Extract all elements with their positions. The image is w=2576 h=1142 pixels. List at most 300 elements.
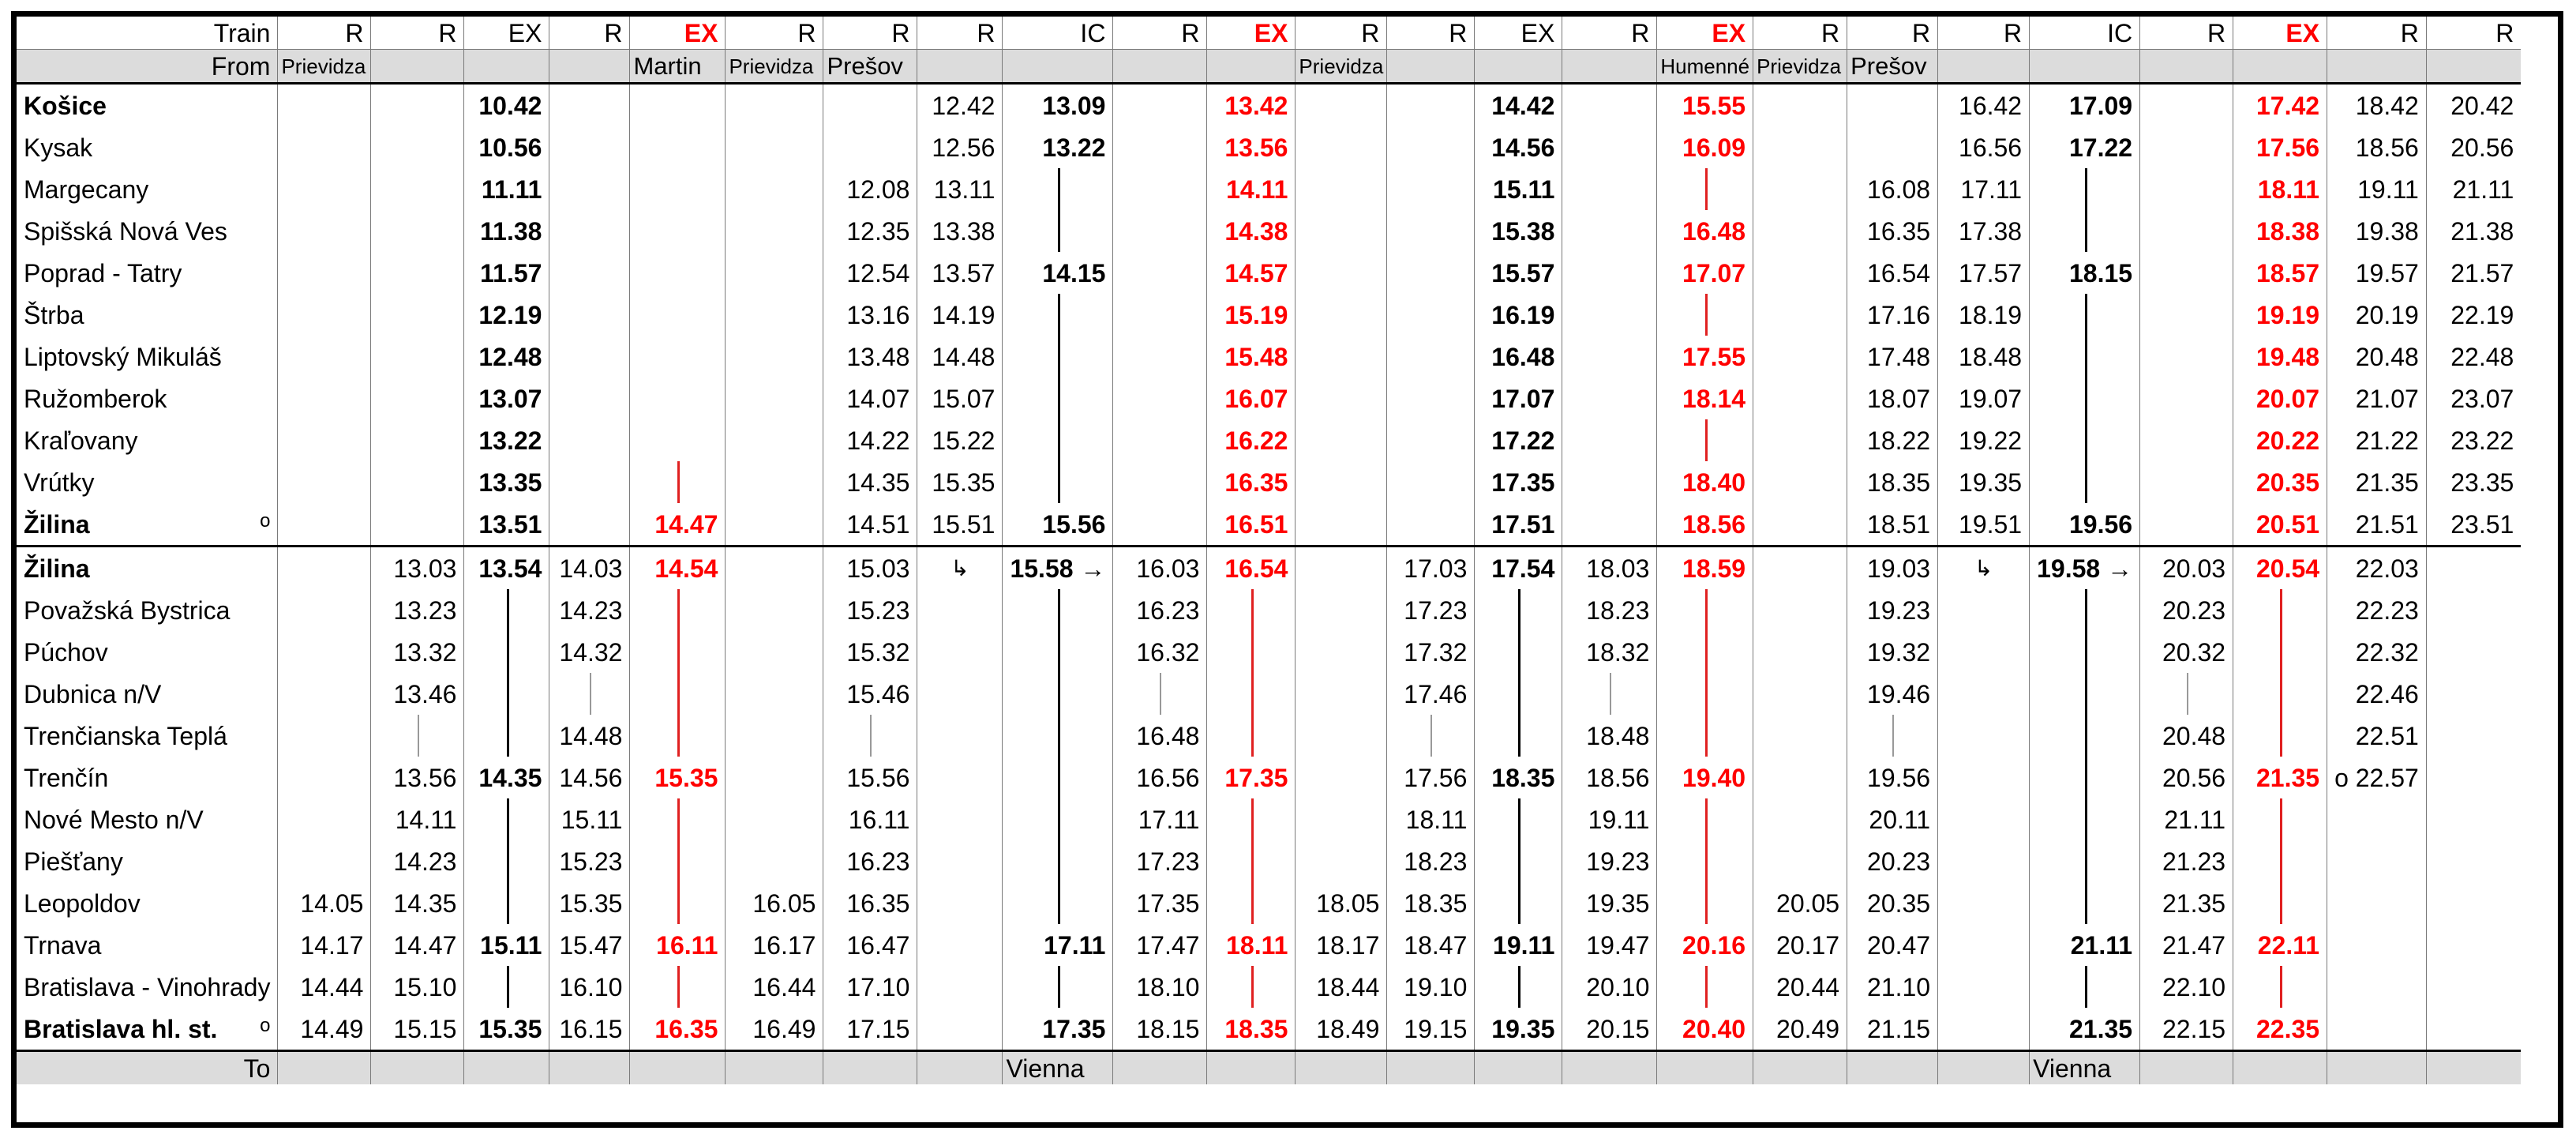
empty-cell bbox=[1113, 336, 1207, 378]
station-label: Spišská Nová Ves bbox=[24, 216, 227, 246]
empty-cell bbox=[630, 84, 726, 127]
empty-cell bbox=[1562, 252, 1657, 294]
departure-time: 19.19 bbox=[2233, 294, 2327, 336]
pass-through-bar bbox=[2280, 966, 2282, 1008]
pass-through-bar bbox=[2085, 840, 2087, 882]
departure-time: 14.44 bbox=[278, 966, 371, 1008]
empty-cell bbox=[726, 336, 823, 378]
departure-time: 19.40 bbox=[1657, 757, 1753, 798]
departure-time: 14.48 bbox=[549, 715, 630, 757]
pass-through-bar bbox=[1251, 673, 1254, 715]
departure-time: 13.51 bbox=[464, 503, 549, 547]
pass-through-line bbox=[1003, 589, 1113, 631]
departure-time: ↳ bbox=[1938, 547, 2030, 590]
empty-cell bbox=[1113, 461, 1207, 503]
empty-cell bbox=[726, 673, 823, 715]
empty-cell bbox=[1562, 126, 1657, 168]
empty-cell bbox=[917, 673, 1003, 715]
departure-time: 18.11 bbox=[2233, 168, 2327, 210]
train-type: R bbox=[1295, 17, 1387, 50]
departure-time: 15.11 bbox=[464, 924, 549, 966]
departure-time: 14.47 bbox=[630, 503, 726, 547]
departure-time: 19.46 bbox=[1847, 673, 1938, 715]
departure-time: 20.03 bbox=[2140, 547, 2233, 590]
departure-time: 20.35 bbox=[1847, 882, 1938, 924]
station-name bbox=[17, 168, 278, 210]
departure-time: 17.22 bbox=[1475, 419, 1562, 461]
pass-through-bar bbox=[1058, 673, 1060, 715]
departure-time: 20.16 bbox=[1657, 924, 1753, 966]
empty-cell bbox=[371, 336, 464, 378]
pass-through-line bbox=[1003, 966, 1113, 1008]
train-origin bbox=[1562, 50, 1657, 84]
station-name bbox=[17, 715, 278, 757]
empty-cell bbox=[2327, 840, 2427, 882]
departure-time: 17.47 bbox=[1113, 924, 1207, 966]
train-type: R bbox=[278, 17, 371, 50]
departure-time: 20.15 bbox=[1562, 1008, 1657, 1051]
train-destination bbox=[1113, 1051, 1207, 1085]
train-type: EX bbox=[2233, 17, 2327, 50]
pass-through-line bbox=[464, 840, 549, 882]
departure-time: 16.23 bbox=[823, 840, 917, 882]
train-destination bbox=[1387, 1051, 1475, 1085]
pass-through-bar bbox=[2085, 631, 2087, 673]
empty-cell bbox=[1938, 924, 2030, 966]
pass-through-line bbox=[630, 715, 726, 757]
departure-time: 16.11 bbox=[823, 798, 917, 840]
empty-cell bbox=[1387, 126, 1475, 168]
departure-time: 14.23 bbox=[371, 840, 464, 882]
pass-through-line bbox=[2030, 294, 2140, 336]
pass-through-line bbox=[2030, 840, 2140, 882]
departure-time: 21.51 bbox=[2327, 503, 2427, 547]
pass-through-bar bbox=[507, 673, 509, 715]
empty-cell bbox=[2426, 547, 2521, 590]
departure-time: 20.48 bbox=[2140, 715, 2233, 757]
departure-time: 15.35 bbox=[630, 757, 726, 798]
empty-cell bbox=[1113, 126, 1207, 168]
empty-cell bbox=[2140, 503, 2233, 547]
empty-cell bbox=[1753, 294, 1847, 336]
pass-through-line bbox=[1003, 798, 1113, 840]
pass-through-bar bbox=[2280, 882, 2282, 924]
departure-time: 19.35 bbox=[1475, 1008, 1562, 1051]
departure-time: 19.35 bbox=[1938, 461, 2030, 503]
empty-cell bbox=[278, 503, 371, 547]
pass-through-line bbox=[2233, 882, 2327, 924]
train-type: IC bbox=[1003, 17, 1113, 50]
departure-time: 22.23 bbox=[2327, 589, 2427, 631]
pass-through-bar bbox=[1058, 882, 1060, 924]
departure-time: 18.56 bbox=[2327, 126, 2427, 168]
departure-time: 14.35 bbox=[464, 757, 549, 798]
pass-through-line bbox=[1003, 673, 1113, 715]
train-destination bbox=[1207, 1051, 1295, 1085]
pass-through-line bbox=[2030, 631, 2140, 673]
empty-cell bbox=[2426, 798, 2521, 840]
empty-cell bbox=[1295, 840, 1387, 882]
pass-through-bar bbox=[2280, 631, 2282, 673]
departure-time: 17.16 bbox=[1847, 294, 1938, 336]
empty-cell bbox=[1562, 378, 1657, 419]
pass-through-bar bbox=[1058, 966, 1060, 1008]
departure-time: 22.51 bbox=[2327, 715, 2427, 757]
empty-cell bbox=[1387, 419, 1475, 461]
departure-time: 15.48 bbox=[1207, 336, 1295, 378]
departure-time: 21.35 bbox=[2030, 1008, 2140, 1051]
train-type: EX bbox=[1207, 17, 1295, 50]
pass-through-line bbox=[1475, 715, 1562, 757]
departure-time: 16.54 bbox=[1847, 252, 1938, 294]
empty-cell bbox=[630, 419, 726, 461]
pass-through-bar bbox=[418, 715, 419, 757]
pass-through-bar bbox=[1705, 589, 1708, 631]
departure-time: 23.07 bbox=[2426, 378, 2521, 419]
empty-cell bbox=[917, 840, 1003, 882]
train-origin bbox=[1113, 50, 1207, 84]
empty-cell bbox=[278, 589, 371, 631]
station-label: Trenčín bbox=[24, 763, 109, 792]
pass-through-line bbox=[1207, 673, 1295, 715]
empty-cell bbox=[1295, 798, 1387, 840]
empty-cell bbox=[726, 126, 823, 168]
empty-cell bbox=[726, 461, 823, 503]
departure-time: 13.56 bbox=[371, 757, 464, 798]
from-label: From bbox=[17, 50, 278, 84]
pass-through-bar bbox=[1518, 966, 1520, 1008]
departure-time: 15.56 bbox=[823, 757, 917, 798]
pass-through-bar bbox=[1058, 419, 1060, 461]
station-label: Leopoldov bbox=[24, 888, 141, 918]
departure-time: 19.03 bbox=[1847, 547, 1938, 590]
departure-time: 14.35 bbox=[823, 461, 917, 503]
pass-through-line bbox=[2030, 589, 2140, 631]
pass-through-line bbox=[1207, 798, 1295, 840]
empty-cell bbox=[549, 419, 630, 461]
departure-time: 10.42 bbox=[464, 84, 549, 127]
departure-time: 14.17 bbox=[278, 924, 371, 966]
departure-time: 20.47 bbox=[1847, 924, 1938, 966]
empty-cell bbox=[1387, 503, 1475, 547]
departure-time: 20.05 bbox=[1753, 882, 1847, 924]
departure-time: 17.32 bbox=[1387, 631, 1475, 673]
pass-through-bar bbox=[1251, 966, 1254, 1008]
train-origin: Prešov bbox=[1847, 50, 1938, 84]
pass-through-bar bbox=[1518, 673, 1520, 715]
pass-through-line bbox=[1657, 840, 1753, 882]
departure-time: 13.22 bbox=[464, 419, 549, 461]
pass-through-bar bbox=[1058, 336, 1060, 378]
station-label: Žilina bbox=[24, 509, 90, 539]
station-label: Trnava bbox=[24, 930, 102, 960]
pass-through-bar bbox=[677, 673, 680, 715]
departure-time: 20.49 bbox=[1753, 1008, 1847, 1051]
empty-cell bbox=[278, 210, 371, 252]
empty-cell bbox=[917, 1008, 1003, 1051]
departure-time: 13.48 bbox=[823, 336, 917, 378]
station-name bbox=[17, 547, 278, 590]
departure-time: 18.51 bbox=[1847, 503, 1938, 547]
empty-cell bbox=[2426, 924, 2521, 966]
pass-through-bar bbox=[1705, 294, 1708, 336]
pass-through-bar bbox=[677, 840, 680, 882]
station-label: Štrba bbox=[24, 300, 84, 329]
departure-time: 13.09 bbox=[1003, 84, 1113, 127]
departure-time: 12.42 bbox=[917, 84, 1003, 127]
pass-through-line bbox=[630, 840, 726, 882]
departure-time: 20.19 bbox=[2327, 294, 2427, 336]
empty-cell bbox=[1295, 84, 1387, 127]
pass-through-bar bbox=[1058, 378, 1060, 419]
departure-time: 19.23 bbox=[1847, 589, 1938, 631]
departure-time: 16.05 bbox=[726, 882, 823, 924]
timetable bbox=[17, 17, 2521, 1084]
train-type: R bbox=[1938, 17, 2030, 50]
empty-cell bbox=[278, 840, 371, 882]
departure-time: 21.11 bbox=[2140, 798, 2233, 840]
pass-through-line bbox=[1657, 882, 1753, 924]
pass-through-bar bbox=[1058, 210, 1060, 252]
empty-cell bbox=[726, 84, 823, 127]
empty-cell bbox=[2426, 673, 2521, 715]
train-origin bbox=[2426, 50, 2521, 84]
empty-cell bbox=[2140, 419, 2233, 461]
departure-time: 19.35 bbox=[1562, 882, 1657, 924]
departure-time: 18.17 bbox=[1295, 924, 1387, 966]
pass-through-line bbox=[2030, 419, 2140, 461]
pass-through-bar bbox=[2085, 419, 2087, 461]
departure-time: 21.35 bbox=[2140, 882, 2233, 924]
pass-through-line bbox=[630, 673, 726, 715]
train-type: R bbox=[2140, 17, 2233, 50]
empty-cell bbox=[1753, 798, 1847, 840]
departure-time: 14.07 bbox=[823, 378, 917, 419]
empty-cell bbox=[917, 631, 1003, 673]
empty-cell bbox=[371, 378, 464, 419]
empty-cell bbox=[278, 631, 371, 673]
departure-time: 17.07 bbox=[1475, 378, 1562, 419]
empty-cell bbox=[726, 589, 823, 631]
departure-time: 16.47 bbox=[823, 924, 917, 966]
empty-cell bbox=[278, 336, 371, 378]
departure-time: 16.15 bbox=[549, 1008, 630, 1051]
departure-time: 18.05 bbox=[1295, 882, 1387, 924]
train-type: R bbox=[1847, 17, 1938, 50]
pass-through-bar bbox=[2280, 715, 2282, 757]
empty-cell bbox=[549, 252, 630, 294]
empty-cell bbox=[2140, 461, 2233, 503]
train-origin bbox=[2327, 50, 2427, 84]
departure-time: 20.35 bbox=[2233, 461, 2327, 503]
departure-time: 18.57 bbox=[2233, 252, 2327, 294]
empty-cell bbox=[630, 294, 726, 336]
departure-time: 15.51 bbox=[917, 503, 1003, 547]
empty-cell bbox=[1938, 840, 2030, 882]
empty-cell bbox=[2140, 168, 2233, 210]
empty-cell bbox=[1387, 294, 1475, 336]
train-type: EX bbox=[464, 17, 549, 50]
empty-cell bbox=[630, 168, 726, 210]
departure-time: 13.11 bbox=[917, 168, 1003, 210]
departure-time: 16.03 bbox=[1113, 547, 1207, 590]
pass-through-line bbox=[1657, 589, 1753, 631]
pass-through-line bbox=[2030, 798, 2140, 840]
departure-time: 21.35 bbox=[2327, 461, 2427, 503]
empty-cell bbox=[1847, 126, 1938, 168]
pass-through-bar bbox=[2280, 840, 2282, 882]
empty-cell bbox=[278, 798, 371, 840]
pass-through-bar bbox=[1251, 589, 1254, 631]
departure-time: 17.51 bbox=[1475, 503, 1562, 547]
empty-cell bbox=[1113, 168, 1207, 210]
departure-time: 11.57 bbox=[464, 252, 549, 294]
departure-time: 15.10 bbox=[371, 966, 464, 1008]
empty-cell bbox=[2140, 252, 2233, 294]
empty-cell bbox=[1753, 126, 1847, 168]
pass-through-line bbox=[1003, 378, 1113, 419]
empty-cell bbox=[630, 210, 726, 252]
empty-cell bbox=[549, 84, 630, 127]
pass-through-line bbox=[2030, 966, 2140, 1008]
empty-cell bbox=[2140, 294, 2233, 336]
departure-time: 14.03 bbox=[549, 547, 630, 590]
departure-time: 13.56 bbox=[1207, 126, 1295, 168]
departure-time: 16.22 bbox=[1207, 419, 1295, 461]
departure-time: 16.48 bbox=[1475, 336, 1562, 378]
departure-time: 17.09 bbox=[2030, 84, 2140, 127]
departure-time: 12.56 bbox=[917, 126, 1003, 168]
departure-time: 15.35 bbox=[464, 1008, 549, 1051]
pass-through-line bbox=[464, 715, 549, 757]
departure-time: 13.16 bbox=[823, 294, 917, 336]
pass-through-line bbox=[1003, 461, 1113, 503]
empty-cell bbox=[278, 461, 371, 503]
pass-through-bar bbox=[2085, 798, 2087, 840]
station-name bbox=[17, 378, 278, 419]
departure-time: 17.38 bbox=[1938, 210, 2030, 252]
empty-cell bbox=[1938, 798, 2030, 840]
departure-time: 17.57 bbox=[1938, 252, 2030, 294]
train-type: EX bbox=[1475, 17, 1562, 50]
departure-time: 14.05 bbox=[278, 882, 371, 924]
departure-time: 16.54 bbox=[1207, 547, 1295, 590]
empty-cell bbox=[2426, 882, 2521, 924]
empty-cell bbox=[726, 210, 823, 252]
train-destination: Vienna bbox=[2030, 1051, 2140, 1085]
departure-time: 14.11 bbox=[1207, 168, 1295, 210]
empty-cell bbox=[1753, 336, 1847, 378]
pass-through-bar bbox=[1518, 715, 1520, 757]
pass-through-line bbox=[1003, 631, 1113, 673]
station-name bbox=[17, 798, 278, 840]
pass-through-line bbox=[1207, 715, 1295, 757]
departure-time: 22.19 bbox=[2426, 294, 2521, 336]
departure-time: 20.17 bbox=[1753, 924, 1847, 966]
train-origin: Prešov bbox=[823, 50, 917, 84]
departure-time: 20.40 bbox=[1657, 1008, 1753, 1051]
pass-through-bar bbox=[2085, 715, 2087, 757]
pass-through-line bbox=[2233, 840, 2327, 882]
empty-cell bbox=[1295, 631, 1387, 673]
departure-time: 13.07 bbox=[464, 378, 549, 419]
empty-cell bbox=[1753, 461, 1847, 503]
empty-cell bbox=[549, 336, 630, 378]
station-name bbox=[17, 589, 278, 631]
station-label: Dubnica n/V bbox=[24, 679, 162, 708]
departure-time: 16.48 bbox=[1657, 210, 1753, 252]
train-destination bbox=[2233, 1051, 2327, 1085]
empty-cell bbox=[1295, 336, 1387, 378]
departure-time: 17.54 bbox=[1475, 547, 1562, 590]
departure-time: 14.47 bbox=[371, 924, 464, 966]
empty-cell bbox=[1562, 294, 1657, 336]
empty-cell bbox=[726, 252, 823, 294]
pass-through-bar bbox=[1058, 294, 1060, 336]
train-destination bbox=[1295, 1051, 1387, 1085]
departure-time: 14.22 bbox=[823, 419, 917, 461]
departure-time: 17.42 bbox=[2233, 84, 2327, 127]
pass-through-bar bbox=[2085, 673, 2087, 715]
departure-time: 17.15 bbox=[823, 1008, 917, 1051]
train-destination bbox=[917, 1051, 1003, 1085]
pass-through-bar bbox=[1518, 840, 1520, 882]
train-destination bbox=[1562, 1051, 1657, 1085]
departure-time: 18.48 bbox=[1938, 336, 2030, 378]
pass-through-line bbox=[2140, 673, 2233, 715]
pass-through-bar bbox=[1251, 798, 1254, 840]
departure-time: 19.48 bbox=[2233, 336, 2327, 378]
pass-through-line bbox=[1657, 966, 1753, 1008]
pass-through-line bbox=[464, 966, 549, 1008]
pass-through-bar bbox=[2085, 378, 2087, 419]
departure-time: 17.56 bbox=[1387, 757, 1475, 798]
empty-cell bbox=[1847, 84, 1938, 127]
pass-through-line bbox=[1003, 715, 1113, 757]
departure-time: 15.22 bbox=[917, 419, 1003, 461]
departure-time: 20.22 bbox=[2233, 419, 2327, 461]
pass-through-bar bbox=[2187, 673, 2188, 715]
departure-time: 19.47 bbox=[1562, 924, 1657, 966]
pass-through-line bbox=[2030, 715, 2140, 757]
empty-cell bbox=[630, 378, 726, 419]
departure-time: 13.32 bbox=[371, 631, 464, 673]
departure-time: 13.42 bbox=[1207, 84, 1295, 127]
train-destination bbox=[1657, 1051, 1753, 1085]
departure-time: 14.11 bbox=[371, 798, 464, 840]
train-origin bbox=[1003, 50, 1113, 84]
pass-through-line bbox=[2030, 210, 2140, 252]
pass-through-bar bbox=[1430, 715, 1432, 757]
train-origin: Prievidza bbox=[726, 50, 823, 84]
departure-time: 15.11 bbox=[1475, 168, 1562, 210]
pass-through-bar bbox=[1705, 168, 1708, 210]
empty-cell bbox=[549, 210, 630, 252]
empty-cell bbox=[1295, 419, 1387, 461]
station-name bbox=[17, 503, 278, 547]
departure-time: 19.56 bbox=[1847, 757, 1938, 798]
empty-cell bbox=[1753, 589, 1847, 631]
departure-time: 15.38 bbox=[1475, 210, 1562, 252]
pass-through-line bbox=[464, 673, 549, 715]
empty-cell bbox=[1387, 252, 1475, 294]
departure-time: 14.54 bbox=[630, 547, 726, 590]
departure-time: 17.46 bbox=[1387, 673, 1475, 715]
pass-through-bar bbox=[1705, 882, 1708, 924]
departure-time: 13.46 bbox=[371, 673, 464, 715]
pass-through-bar bbox=[2085, 757, 2087, 798]
station-label: Bratislava - Vinohrady bbox=[24, 972, 271, 1001]
